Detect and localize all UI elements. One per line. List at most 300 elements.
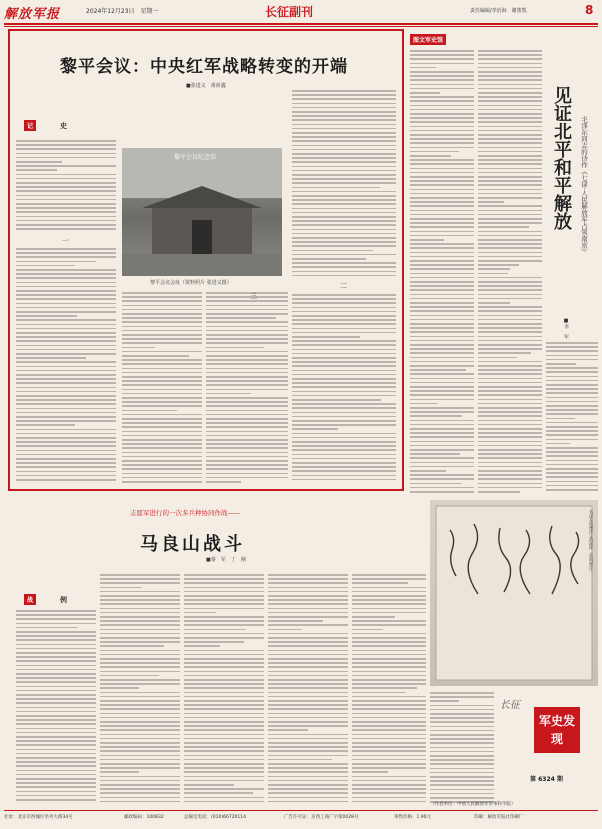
text-line — [410, 235, 474, 237]
text-line — [546, 371, 598, 373]
text-line — [268, 717, 348, 719]
text-line — [100, 654, 180, 656]
text-line — [410, 491, 474, 493]
right-article-subtitle: 毛泽东同志的诗作《七律·人民解放军占领南京》 — [580, 116, 588, 255]
text-line — [122, 330, 202, 332]
text-line — [16, 324, 116, 326]
text-line — [410, 256, 474, 258]
text-line — [410, 105, 474, 107]
text-line — [430, 742, 494, 744]
text-line — [410, 58, 474, 60]
text-line — [352, 599, 426, 601]
text-line — [410, 336, 474, 338]
text-line — [478, 390, 542, 392]
text-line — [478, 239, 542, 241]
text-line — [16, 610, 96, 612]
footer-ads: 广告许可证：京西工商广字第0028号 — [284, 815, 359, 820]
article-text-col-4b — [292, 292, 396, 484]
text-line — [430, 763, 494, 765]
text-line — [292, 454, 396, 456]
text-line — [478, 399, 542, 401]
text-line — [410, 344, 474, 346]
text-line — [478, 441, 542, 443]
text-line — [16, 199, 116, 201]
text-line — [292, 111, 396, 113]
text-line — [478, 415, 542, 417]
text-line — [268, 671, 348, 673]
text-line — [546, 380, 598, 382]
text-line — [410, 63, 474, 65]
text-line — [292, 349, 396, 351]
text-line — [16, 256, 116, 258]
text-line — [478, 285, 542, 287]
text-line — [122, 405, 202, 407]
text-line — [430, 721, 494, 723]
text-line — [352, 767, 426, 769]
text-line — [16, 374, 116, 376]
text-line — [478, 352, 531, 354]
text-line — [122, 456, 202, 458]
text-line — [16, 424, 75, 426]
text-line — [16, 186, 116, 188]
text-line — [292, 302, 396, 304]
text-line — [292, 220, 396, 222]
text-line — [292, 224, 396, 226]
text-line — [478, 453, 542, 455]
text-line — [206, 368, 288, 370]
text-line — [268, 587, 348, 589]
text-line — [546, 367, 598, 369]
text-line — [206, 418, 288, 420]
text-line — [16, 749, 96, 751]
text-line — [352, 658, 426, 660]
text-line — [430, 751, 494, 753]
letter-photo — [430, 500, 598, 686]
text-line — [410, 193, 474, 195]
text-line — [292, 241, 396, 243]
text-line — [478, 357, 517, 359]
text-line — [430, 717, 494, 719]
text-line — [16, 165, 116, 167]
text-line — [546, 409, 598, 411]
text-line — [206, 384, 288, 386]
text-line — [16, 269, 116, 271]
text-line — [16, 736, 96, 738]
text-line — [478, 470, 542, 472]
text-line — [292, 357, 396, 359]
text-line — [184, 704, 264, 706]
text-line — [546, 376, 598, 378]
text-line — [122, 426, 202, 428]
text-line — [410, 252, 474, 254]
text-line — [206, 447, 288, 449]
text-line — [478, 411, 542, 413]
text-line — [430, 768, 494, 770]
text-line — [292, 237, 396, 239]
text-line — [100, 721, 180, 723]
text-line — [478, 226, 529, 228]
text-line — [292, 149, 396, 151]
text-line — [478, 336, 542, 338]
text-line — [16, 462, 116, 464]
text-line — [16, 652, 96, 654]
text-line — [410, 260, 474, 262]
text-line — [410, 382, 474, 384]
text-line — [122, 342, 202, 344]
newspaper-logo: 解放军报 — [4, 7, 61, 22]
text-line — [184, 624, 264, 626]
text-line — [410, 247, 474, 249]
text-line — [478, 386, 542, 388]
text-line — [206, 330, 288, 332]
text-line — [16, 673, 96, 675]
text-line — [410, 126, 474, 128]
text-line — [206, 292, 288, 294]
text-line — [478, 252, 542, 254]
text-line — [292, 307, 396, 309]
text-line — [478, 487, 542, 489]
text-line — [478, 319, 542, 321]
text-line — [352, 629, 383, 631]
page-footer — [4, 810, 598, 822]
text-line — [352, 759, 426, 761]
text-line — [100, 666, 180, 668]
text-line — [430, 738, 494, 740]
text-line — [352, 734, 426, 736]
text-line — [352, 784, 426, 786]
section-tag: 记 — [24, 120, 36, 131]
text-line — [268, 708, 348, 710]
text-line — [16, 765, 96, 767]
text-line — [410, 226, 474, 228]
text-line — [352, 725, 426, 727]
text-line — [410, 92, 440, 94]
text-line — [410, 369, 466, 371]
text-line — [206, 317, 276, 319]
text-line — [16, 169, 57, 171]
text-line — [410, 67, 436, 69]
text-line — [184, 675, 264, 677]
text-line — [292, 361, 396, 363]
text-line — [206, 347, 264, 349]
text-line — [206, 435, 288, 437]
text-line — [184, 696, 264, 698]
text-line — [268, 645, 348, 647]
text-line — [16, 153, 116, 155]
text-line — [268, 654, 348, 656]
text-line — [16, 795, 96, 797]
footer-printer: 印刷：解放军报社印刷厂 — [474, 815, 524, 820]
text-line — [100, 725, 180, 727]
text-line — [478, 294, 542, 296]
text-line — [100, 641, 180, 643]
text-line — [292, 412, 396, 414]
text-line — [546, 342, 598, 344]
text-line — [268, 658, 348, 660]
text-line — [292, 191, 396, 193]
text-line — [268, 696, 348, 698]
text-line — [184, 742, 264, 744]
text-line — [478, 126, 542, 128]
text-line — [268, 683, 348, 685]
text-line — [410, 319, 474, 321]
text-line — [352, 641, 426, 643]
text-line — [430, 755, 494, 757]
text-line — [206, 351, 288, 353]
text-line — [268, 603, 348, 605]
text-line — [268, 797, 348, 799]
text-line — [546, 447, 598, 449]
text-line — [410, 407, 474, 409]
text-line — [16, 353, 116, 355]
text-line — [100, 683, 180, 685]
text-line — [410, 386, 474, 388]
text-line — [478, 138, 542, 140]
text-line — [122, 368, 202, 370]
text-line — [546, 472, 598, 474]
text-line — [100, 645, 164, 647]
text-line — [16, 669, 96, 671]
text-line — [352, 591, 426, 593]
text-line — [268, 788, 348, 790]
text-line — [16, 319, 116, 321]
text-line — [292, 424, 396, 426]
text-line — [16, 211, 116, 213]
text-line — [184, 658, 264, 660]
text-line — [122, 439, 202, 441]
text-line — [206, 296, 288, 298]
text-line — [100, 612, 180, 614]
text-line — [292, 332, 396, 334]
text-line — [184, 679, 264, 681]
text-line — [352, 708, 426, 710]
text-line — [292, 136, 396, 138]
text-line — [478, 197, 542, 199]
text-line — [206, 443, 288, 445]
text-line — [478, 264, 519, 266]
text-line — [100, 616, 180, 618]
text-line — [16, 454, 116, 456]
text-line — [122, 292, 202, 294]
text-line — [410, 176, 474, 178]
text-line — [292, 203, 396, 205]
text-line — [268, 599, 348, 601]
text-line — [206, 309, 288, 311]
text-line — [410, 323, 474, 325]
section-number: 三 — [250, 292, 257, 300]
text-line — [410, 268, 474, 270]
text-line — [100, 671, 180, 673]
lower-author-note: （作者单位：中国人民解放军军事科学院） — [430, 802, 516, 807]
footer-phone: 总编室电话：(010)66720114 — [184, 815, 247, 820]
text-line — [184, 578, 264, 580]
text-line — [546, 481, 598, 483]
text-line — [184, 683, 264, 685]
text-line — [546, 355, 598, 357]
text-line — [100, 742, 180, 744]
text-line — [478, 394, 542, 396]
text-line — [352, 637, 426, 639]
text-line — [478, 96, 542, 98]
text-line — [16, 786, 96, 788]
text-line — [268, 675, 348, 677]
text-line — [100, 713, 180, 715]
text-line — [16, 715, 96, 717]
text-line — [16, 782, 96, 784]
text-line — [268, 721, 348, 723]
text-line — [292, 199, 396, 201]
text-line — [16, 182, 116, 184]
text-line — [546, 476, 598, 478]
text-line — [352, 771, 388, 773]
text-line — [100, 595, 180, 597]
text-line — [352, 738, 426, 740]
text-line — [352, 750, 426, 752]
text-line — [430, 776, 494, 778]
text-line — [546, 350, 598, 352]
text-line — [430, 705, 494, 707]
text-line — [478, 281, 542, 283]
text-line — [16, 466, 116, 468]
text-line — [478, 134, 542, 136]
text-line — [122, 452, 202, 454]
text-line — [478, 159, 542, 161]
text-line — [16, 644, 96, 646]
text-line — [292, 119, 396, 121]
text-line — [352, 654, 426, 656]
text-line — [478, 361, 542, 363]
text-line — [292, 294, 396, 296]
text-line — [292, 178, 396, 180]
text-line — [16, 161, 62, 163]
text-line — [206, 464, 288, 466]
text-line — [410, 483, 462, 485]
text-line — [16, 224, 116, 226]
text-line — [352, 763, 426, 765]
text-line — [352, 801, 426, 803]
text-line — [478, 142, 542, 144]
text-line — [16, 614, 96, 616]
text-line — [292, 433, 396, 435]
text-line — [546, 489, 598, 491]
text-line — [478, 315, 542, 317]
text-line — [268, 750, 348, 752]
text-line — [268, 629, 302, 631]
text-line — [100, 637, 180, 639]
text-line — [352, 671, 426, 673]
text-line — [410, 88, 474, 90]
text-line — [184, 608, 264, 610]
text-line — [292, 441, 396, 443]
text-line — [478, 113, 542, 115]
text-line — [292, 479, 396, 481]
text-line — [352, 603, 426, 605]
text-line — [430, 709, 494, 711]
right-text-col-1 — [410, 48, 474, 494]
text-line — [184, 771, 264, 773]
text-line — [100, 792, 180, 794]
text-line — [478, 163, 542, 165]
text-line — [410, 168, 474, 170]
text-line — [352, 679, 426, 681]
text-line — [478, 323, 542, 325]
text-line — [122, 481, 202, 483]
text-line — [100, 578, 180, 580]
text-line — [410, 218, 474, 220]
text-line — [122, 296, 202, 298]
text-line — [410, 453, 460, 455]
text-line — [122, 410, 177, 412]
text-line — [478, 105, 542, 107]
text-line — [100, 662, 180, 664]
text-line — [268, 771, 348, 773]
text-line — [268, 662, 348, 664]
text-line — [184, 599, 264, 601]
text-line — [100, 700, 180, 702]
text-line — [184, 700, 264, 702]
footer-address: 社址：北京市西城区阜外大街34号 — [4, 815, 73, 820]
text-line — [430, 772, 494, 774]
text-line — [478, 63, 542, 65]
photo-caption: 黎平会议会址（资料照片 张进义摄） — [150, 280, 232, 286]
text-line — [410, 449, 474, 451]
text-line — [16, 702, 96, 704]
text-line — [410, 239, 444, 241]
text-line — [292, 445, 396, 447]
text-line — [184, 725, 264, 727]
text-line — [478, 176, 542, 178]
text-line — [268, 763, 348, 765]
text-line — [16, 686, 96, 688]
text-line — [478, 193, 542, 195]
text-line — [352, 792, 426, 794]
text-line — [16, 366, 116, 368]
text-line — [16, 174, 116, 176]
text-line — [292, 245, 396, 247]
text-line — [352, 704, 426, 706]
text-line — [546, 460, 598, 462]
text-line — [122, 300, 202, 302]
text-line — [292, 382, 396, 384]
text-line — [352, 675, 426, 677]
text-line — [268, 650, 348, 652]
text-line — [410, 50, 474, 52]
text-line — [100, 755, 180, 757]
lower-section-tag: 战 — [24, 594, 36, 605]
text-line — [478, 478, 542, 480]
text-line — [292, 428, 338, 430]
text-line — [100, 729, 180, 731]
text-line — [16, 799, 96, 801]
text-line — [352, 687, 417, 689]
text-line — [206, 473, 288, 475]
text-line — [292, 258, 366, 260]
text-line — [100, 591, 180, 593]
text-line — [478, 277, 542, 279]
text-line — [546, 451, 598, 453]
text-line — [546, 430, 598, 432]
article-text-col-1a — [16, 138, 116, 234]
text-line — [292, 132, 396, 134]
text-line — [410, 424, 474, 426]
text-line — [184, 666, 264, 668]
text-line — [100, 750, 180, 752]
text-line — [410, 147, 474, 149]
text-line — [206, 321, 288, 323]
text-line — [16, 475, 116, 477]
text-line — [100, 603, 180, 605]
text-line — [16, 248, 116, 250]
